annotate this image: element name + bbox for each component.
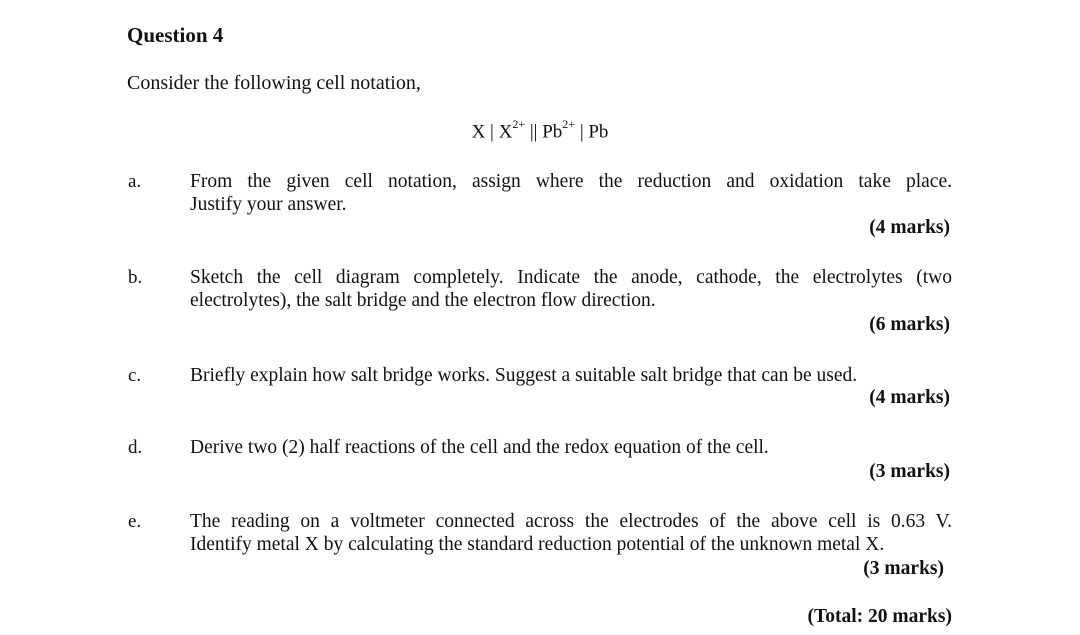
part-c-text — [190, 364, 952, 387]
notation-part-1: X | X — [471, 121, 513, 143]
part-a-text — [190, 170, 952, 216]
part-a-letter: a. — [128, 171, 142, 192]
part-a-marks: (4 marks) — [869, 217, 950, 238]
part-d-text — [190, 436, 952, 459]
notation-part-2: || Pb — [525, 121, 563, 143]
part-b-text — [190, 266, 952, 312]
part-b-line-2: electrolytes), the salt bridge and the electron flow direction. — [190, 290, 656, 311]
part-e-line-2: Identify metal X by calculating the standard reduction potential of the unknown metal X. — [190, 534, 885, 555]
part-d-marks: (3 marks) — [869, 461, 950, 482]
total-marks: (Total: 20 marks) — [807, 606, 952, 627]
cell-notation — [0, 119, 1080, 143]
part-d-letter: d. — [128, 437, 143, 458]
part-c-marks: (4 marks) — [869, 387, 950, 408]
part-c-line-1: Briefly explain how salt bridge works. Suggest a suitable salt bridge that can be used. — [190, 365, 858, 386]
part-c-letter: c. — [128, 365, 142, 386]
part-b-marks: (6 marks) — [869, 314, 950, 335]
intro-text: Consider the following cell notation, — [127, 72, 421, 94]
part-a-line-1: From the given cell notation, assign where the reduction and oxidation take place. — [190, 171, 952, 192]
part-a-line-2: Justify your answer. — [190, 194, 347, 215]
part-e-marks: (3 marks) — [863, 558, 944, 579]
notation-charge-1: 2+ — [512, 117, 526, 131]
part-e-text — [190, 510, 952, 556]
notation-charge-2: 2+ — [562, 117, 576, 131]
part-e-letter: e. — [128, 511, 142, 532]
part-e-line-1: The reading on a voltmeter connected across the electrodes of the above cell is 0.63 V. — [190, 511, 952, 532]
notation-part-3: | Pb — [575, 121, 609, 143]
part-d-line-1: Derive two (2) half reactions of the cell and the redox equation of the cell. — [190, 437, 769, 458]
part-b-line-1: Sketch the cell diagram completely. Indicate the anode, cathode, the electrolytes (two — [190, 267, 952, 288]
part-b-letter: b. — [128, 267, 143, 288]
question-title: Question 4 — [127, 23, 224, 47]
